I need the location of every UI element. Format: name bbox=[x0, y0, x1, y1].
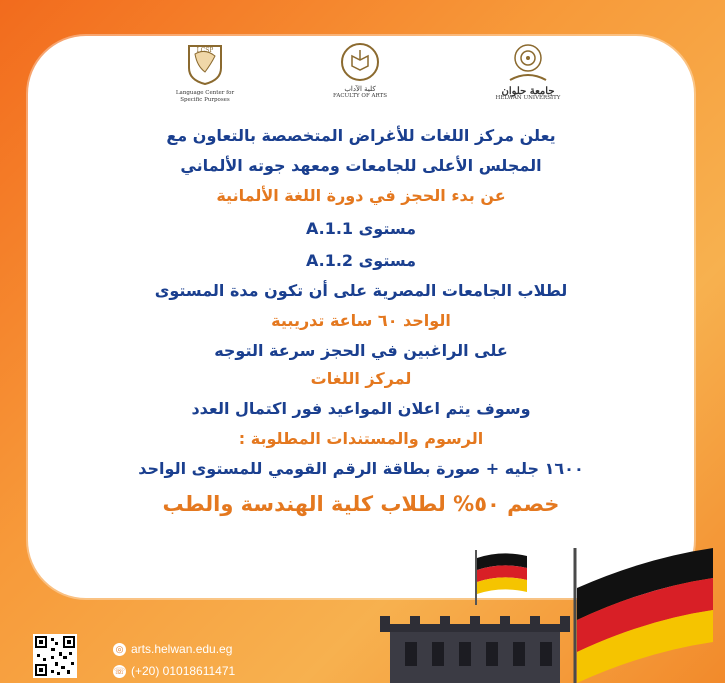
announcement-line-12: ١٦٠٠ جليه + صورة بطاقة الرقم القومي للمستوى الواحد bbox=[138, 459, 584, 478]
german-flag-large-icon bbox=[565, 548, 725, 683]
announcement-line-1: يعلن مركز اللغات للأغراض المتخصصة بالتعاون مع bbox=[166, 126, 556, 145]
lcsp-caption-1: Language Center for bbox=[175, 90, 235, 96]
website-contact[interactable] bbox=[113, 642, 232, 656]
logo-bar bbox=[0, 42, 725, 112]
helwan-caption-en: HELWAN UNIVERSITY bbox=[495, 95, 561, 101]
lcsp-emblem-icon bbox=[183, 42, 227, 86]
lcsp-mark: LCSP bbox=[196, 47, 214, 54]
phone-text: (+20) 01018611471 bbox=[131, 664, 236, 678]
lcsp-caption-2: Specific Purposes bbox=[180, 97, 230, 103]
announcement-line-11: الرسوم والمستندات المطلوبة : bbox=[238, 429, 484, 448]
qr-code-icon[interactable] bbox=[33, 634, 77, 678]
phone-icon: ☏ bbox=[113, 666, 126, 677]
phone-contact[interactable] bbox=[113, 664, 235, 678]
announcement-line-7: الواحد ٦٠ ساعة تدريبية bbox=[271, 311, 451, 330]
announcement-line-9: لمركز اللغات bbox=[310, 369, 412, 388]
announcement-line-10: وسوف يتم اعلان المواعيد فور اكتمال العدد bbox=[191, 399, 531, 418]
arts-emblem-icon bbox=[340, 42, 380, 82]
announcement-line-3: عن بدء الحجز في دورة اللغة الألمانية bbox=[216, 186, 506, 205]
arts-logo bbox=[330, 42, 390, 100]
helwan-caption-ar: جامعة حلوان bbox=[501, 86, 555, 97]
globe-icon: ◎ bbox=[113, 643, 126, 656]
website-text: arts.helwan.edu.eg bbox=[131, 642, 233, 656]
announcement-line-4: مستوى A.1.1 bbox=[305, 219, 417, 238]
helwan-logo bbox=[488, 42, 568, 102]
lcsp-logo bbox=[170, 42, 240, 104]
helwan-emblem-icon bbox=[505, 42, 551, 84]
announcement-line-5: مستوى A.1.2 bbox=[305, 251, 417, 270]
arts-caption-en: FACULTY OF ARTS bbox=[333, 93, 387, 99]
arts-caption-ar: كلية الآداب bbox=[344, 85, 376, 93]
german-flag-small-icon bbox=[472, 550, 532, 605]
announcement-line-8: على الراغبين في الحجز سرعة التوجه bbox=[214, 341, 508, 360]
announcement-line-6: لطلاب الجامعات المصرية على أن تكون مدة المستوى bbox=[154, 281, 568, 300]
announcement-line-13: خصم ٥٠% لطلاب كلية الهندسة والطب bbox=[162, 492, 560, 516]
announcement-line-2: المجلس الأعلى للجامعات ومعهد جوته الألماني bbox=[180, 156, 542, 175]
